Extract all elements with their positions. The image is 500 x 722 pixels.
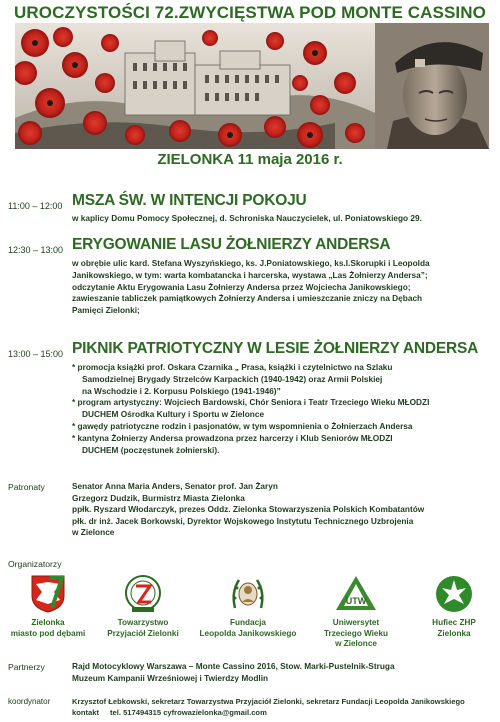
organizers-label: Organizatorzy	[8, 559, 62, 569]
event-3-title: PIKNIK PATRIOTYCZNY W LESIE ŻOŁNIERZY ANDERSA	[72, 340, 479, 357]
event-3-line: * program artystyczny: Wojciech Bardowski, Chór Seniora i Teatr Trzeciego Wieku MŁODZI	[72, 397, 430, 408]
patron-line: w Zielonce	[72, 527, 115, 538]
event-2-line: zawieszanie tabliczek pamiątkowych Żołnierzy Andersa i umieszczanie zniczy na Dębach	[72, 293, 423, 304]
patronage-list	[72, 481, 497, 539]
organizer-line: w Zielonce	[335, 639, 377, 648]
organizer-line: Hufiec ZHP	[432, 618, 476, 627]
patron-line: Grzegorz Dudzik, Burmistrz Miasta Zielonka	[72, 492, 245, 503]
event-2-line: w obrębie ulic kard. Stefana Wyszyńskiego, ks. J.Poniatowskiego, ks.I.Skorupki i Leopolda	[72, 258, 430, 268]
event-2-time: 12:30 – 13:00	[8, 245, 64, 255]
organizer-line: Fundacja	[230, 618, 266, 627]
event-1-title: MSZA ŚW. W INTENCJI POKOJU	[72, 192, 307, 209]
zhp-lily-icon	[434, 574, 474, 614]
event-3-line: * gawędy patriotyczne rodzin i pasjonatów, w tym wspomnienia o Żołnierzach Andersa	[72, 420, 413, 431]
event-3-time: 13:00 – 15:00	[8, 349, 64, 359]
organizer-fundacja	[192, 574, 304, 639]
utw-logo-text: UTW	[345, 596, 367, 606]
event-2-line: Janikowskiego, w tym: warta kombatancka i harcerska, wystawa „Las Żołnierzy Andersa”;	[72, 269, 428, 280]
event-2-description	[72, 258, 497, 317]
organizer-line: Uniwersytet	[332, 618, 380, 627]
patron-line: płk. dr inż. Jacek Borkowski, Dyrektor Wojskowego Instytutu Technicznego Uzbrojenia	[72, 515, 414, 526]
event-2-line: odczytanie Aktu Erygowania Lasu Żołnierzy Andersa przez Wojciecha Janikowskiego;	[72, 281, 411, 292]
event-2-line: Pamięci Zielonki;	[72, 305, 140, 316]
utw-logo-icon	[334, 574, 378, 614]
event-3-line: DUCHEM Ośrodka Kultury i Sportu w Zielonce	[82, 409, 265, 420]
patronage-label: Patronaty	[8, 482, 45, 492]
organizer-line: Przyjaciół Zielonki	[107, 628, 179, 638]
coordinator-name: Krzysztof Łebkowski, sekretarz Towarzystwa Przyjaciół Zielonki, sekretarz Fundacji Leopolda Janikowskiego	[72, 697, 465, 706]
partner-line: Rajd Motocyklowy Warszawa – Monte Cassino 2016, Stow. Marki-Pustelnik-Struga	[72, 661, 395, 671]
contact-label: kontakt	[72, 708, 100, 717]
towarzystwo-seal-icon	[124, 574, 162, 614]
event-3-line: Samodzielnej Brygady Strzelców Karpackich (1940-1942) oraz Armii Polskiej	[82, 373, 383, 384]
organizer-line: miasto pod dębami	[10, 628, 86, 638]
organizer-zhp	[414, 574, 494, 639]
partner-line: Muzeum Kampanii Wrześniowej i Twierdzy Modlin	[72, 672, 269, 683]
event-3-line: * promocja książki prof. Oskara Czarnika „ Prasa, książki i czytelnictwo na Szlaku	[72, 362, 393, 372]
organizer-zielonka	[8, 574, 88, 639]
event-3-line: * kantyna Żołnierzy Andersa prowadzona przez harcerzy i Klub Seniorów MŁODZI	[72, 432, 393, 443]
event-date: ZIELONKA 11 maja 2016 r.	[157, 151, 343, 168]
organizer-utw	[312, 574, 400, 650]
organizer-line: Trzeciego Wieku	[323, 628, 389, 638]
organizer-line: Towarzystwo	[117, 618, 169, 627]
event-2-title: ERYGOWANIE LASU ŻOŁNIERZY ANDERSA	[72, 236, 391, 253]
event-1-time: 11:00 – 12:00	[8, 201, 63, 211]
organizer-line: Zielonka	[31, 618, 65, 627]
organizer-line: Leopolda Janikowskiego	[199, 628, 297, 638]
event-1-description	[72, 213, 492, 225]
patron-line: ppłk. Ryszard Włodarczyk, prezes Oddz. Zielonka Stowarzyszenia Polskich Kombatantów	[72, 504, 425, 515]
monte-cassino-illustration	[15, 23, 489, 149]
patron-line: Senator Anna Maria Anders, Senator prof. Jan Żaryn	[72, 481, 278, 491]
zielonka-coat-of-arms-icon	[30, 574, 66, 614]
partners-list	[72, 661, 497, 684]
banner-image	[15, 23, 489, 149]
event-3-description	[72, 362, 497, 456]
organizer-line: Zielonka	[437, 628, 471, 638]
organizer-towarzystwo	[98, 574, 188, 639]
event-3-line: DUCHEM (poczęstunek żołnierski).	[82, 444, 220, 455]
poster-title: UROCZYSTOŚCI 72.ZWYCIĘSTWA POD MONTE CASSINO	[14, 3, 486, 22]
coordinator-label: koordynator	[8, 697, 51, 706]
event-3-line: na Wschodzie i 2. Korpusu Polskiego (1941-1946)”	[82, 385, 281, 396]
partners-label: Partnerzy	[8, 662, 45, 672]
contact-value: tel. 517494315 cyfrowazielonka@gmail.com	[110, 708, 267, 717]
event-1-line: w kaplicy Domu Pomocy Społecznej, d. Schroniska Nauczycielek, ul. Poniatowskiego 29.	[72, 213, 422, 223]
fundacja-emblem-icon	[229, 574, 267, 614]
